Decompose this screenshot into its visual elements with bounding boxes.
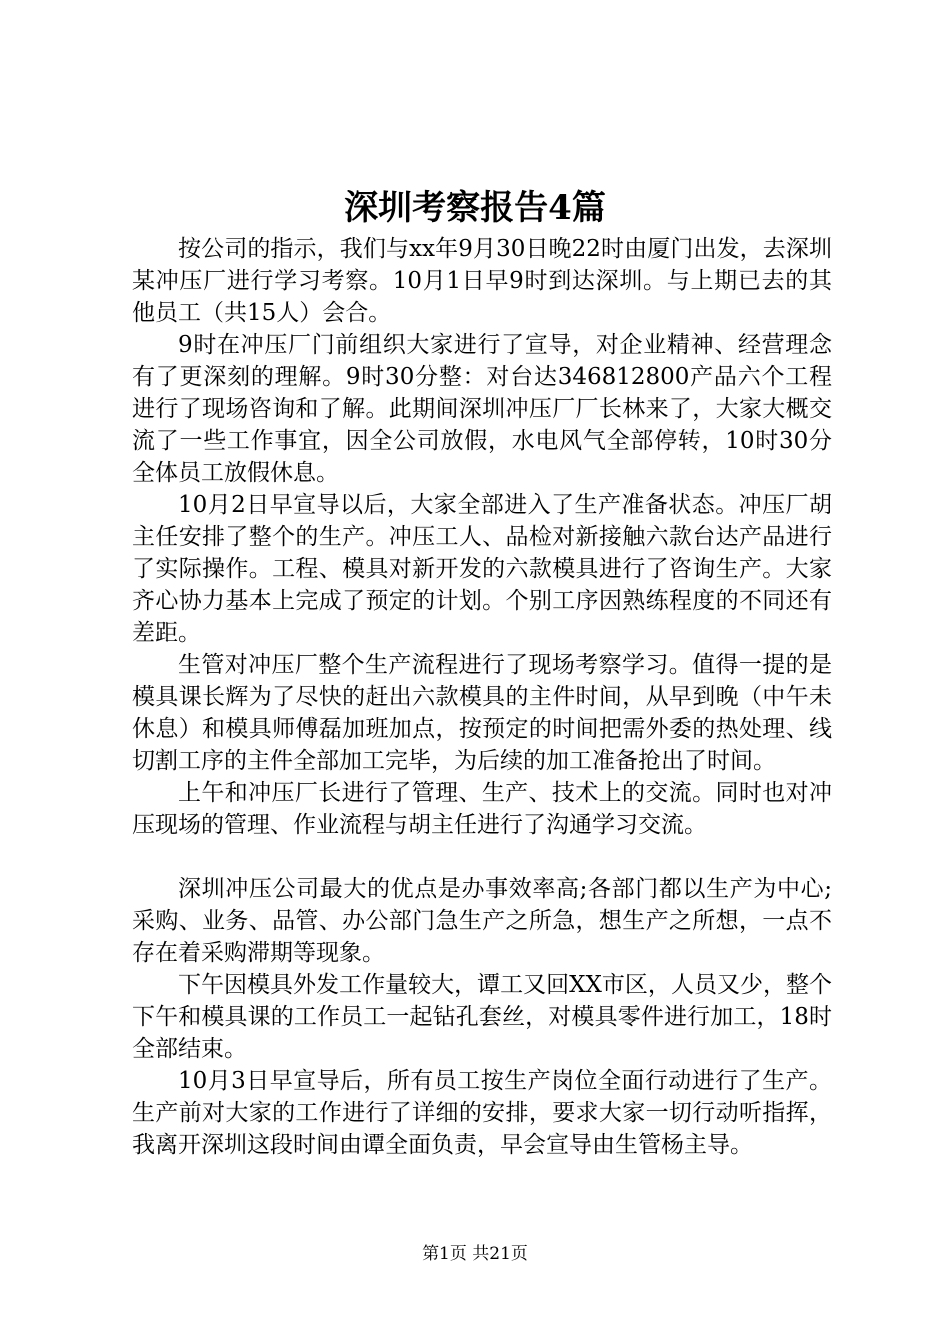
paragraph-4: 生管对冲压厂整个生产流程进行了现场考察学习。值得一提的是模具课长辉为了尽快的赶出六款模具的主件时间，从早到晚（中午未休息）和模具师傅磊加班加点，按预定的时间把需外委的热处理、线切割工序的主件全部加工完毕，为后续的加工准备抢出了时间。	[132, 652, 832, 774]
paragraph-6: 深圳冲压公司最大的优点是办事效率高;各部门都以生产为中心;采购、业务、品管、办公部门急生产之所急，想生产之所想，一点不存在着采购滞期等现象。	[132, 876, 832, 966]
paragraph-8: 10月3日早宣导后，所有员工按生产岗位全面行动进行了生产。生产前对大家的工作进行了详细的安排，要求大家一切行动听指挥，我离开深圳这段时间由谭全面负责，早会宣导由生管杨主导。	[132, 1068, 832, 1158]
document-body	[132, 233, 832, 1161]
paragraph-3: 10月2日早宣导以后，大家全部进入了生产准备状态。冲压厂胡主任安排了整个的生产。冲压工人、品检对新接触六款台达产品进行了实际操作。工程、模具对新开发的六款模具进行了咨询生产。大家齐心协力基本上完成了预定的计划。个别工序因熟练程度的不同还有差距。	[132, 492, 832, 646]
page-footer: 第1页 共21页	[422, 1244, 528, 1264]
paragraph-5: 上午和冲压厂长进行了管理、生产、技术上的交流。同时也对冲压现场的管理、作业流程与胡主任进行了沟通学习交流。	[132, 780, 832, 838]
paragraph-1: 按公司的指示，我们与xx年9月30日晚22时由厦门出发，去深圳某冲压厂进行学习考察。10月1日早9时到达深圳。与上期已去的其他员工（共15人）会合。	[132, 236, 832, 326]
paragraph-2: 9时在冲压厂门前组织大家进行了宣导，对企业精神、经营理念有了更深刻的理解。9时30分整：对台达346812800产品六个工程进行了现场咨询和了解。此期间深圳冲压厂厂长林来了，大家大概交流了一些工作事宜，因全公司放假，水电风气全部停转，10时30分全体员工放假休息。	[132, 332, 832, 486]
document-title: 深圳考察报告4篇	[344, 188, 606, 228]
paragraph-gap	[132, 841, 832, 873]
paragraph-7: 下午因模具外发工作量较大，谭工又回XX市区，人员又少，整个下午和模具课的工作员工一起钻孔套丝，对模具零件进行加工，18时全部结束。	[132, 972, 832, 1062]
